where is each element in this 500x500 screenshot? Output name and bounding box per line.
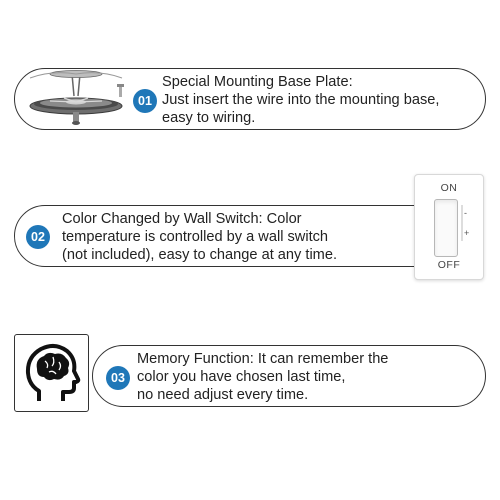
feature-number-badge-01: 01 <box>133 89 157 113</box>
switch-dimmer-track <box>461 205 463 241</box>
feature-line: Special Mounting Base Plate: <box>162 74 353 90</box>
switch-plus-label: + <box>464 228 470 238</box>
feature-line: Memory Function: It can remember the <box>137 351 389 367</box>
feature-line: no need adjust every time. <box>137 387 309 403</box>
feature-line: easy to wiring. <box>162 110 256 126</box>
switch-minus-label: - <box>464 208 467 218</box>
switch-rocker <box>434 199 458 257</box>
feature-number-badge-02: 02 <box>26 225 50 249</box>
mounting-base-plate-icon <box>22 68 132 128</box>
feature-line: Just insert the wire into the mounting base, <box>162 92 440 108</box>
feature-description-02 <box>62 210 337 264</box>
wall-switch-icon <box>414 174 484 280</box>
head-brain-icon <box>15 335 87 410</box>
feature-line: (not included), easy to change at any time. <box>62 247 338 263</box>
feature-line: temperature is controlled by a wall switch <box>62 229 329 245</box>
feature-description-03 <box>137 350 388 404</box>
feature-number-badge-03: 03 <box>106 366 130 390</box>
feature-line: Color Changed by Wall Switch: Color <box>62 211 302 227</box>
feature-line: color you have chosen last time, <box>137 369 346 385</box>
head-brain-frame <box>14 334 89 412</box>
feature-description-01 <box>162 73 439 127</box>
switch-off-label: OFF <box>437 259 461 271</box>
switch-on-label: ON <box>440 182 458 194</box>
